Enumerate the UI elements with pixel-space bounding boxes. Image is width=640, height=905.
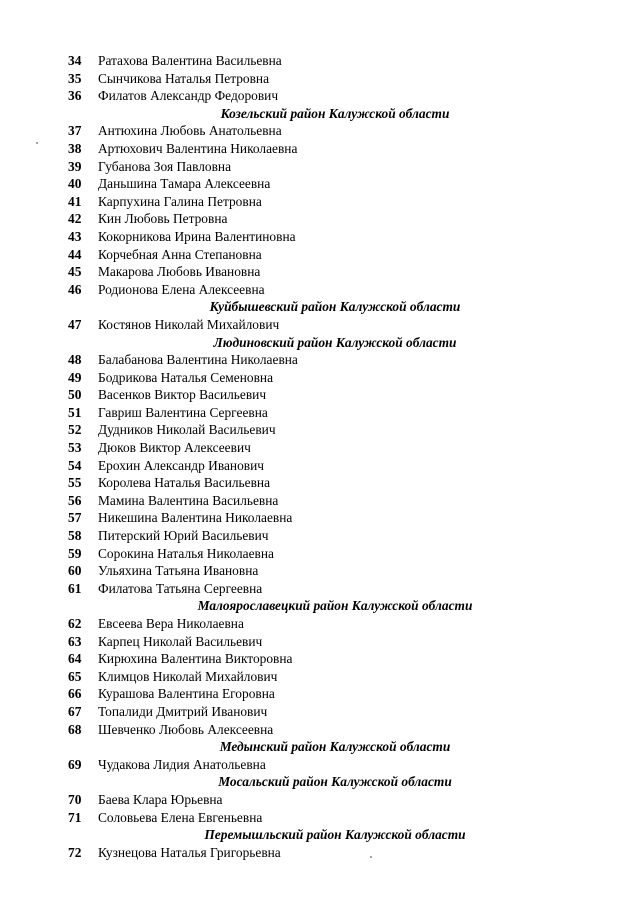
person-name: Кокорникова Ирина Валентиновна: [98, 228, 296, 244]
list-item: [0, 668, 640, 686]
entry-number: 50: [68, 387, 82, 403]
list-item: [0, 791, 640, 809]
person-name: Кин Любовь Петровна: [98, 211, 228, 227]
person-name: Карпец Николай Васильевич: [98, 633, 263, 649]
list-item: [0, 158, 640, 176]
list-item: [0, 52, 640, 70]
person-name: Даньшина Тамара Алексеевна: [98, 176, 271, 192]
list-item: [0, 756, 640, 774]
person-name: Чудакова Лидия Анатольевна: [98, 756, 266, 772]
entry-number: 43: [68, 228, 82, 244]
person-name: Корчебная Анна Степановна: [98, 246, 262, 262]
list-item: [0, 633, 640, 651]
person-name: Топалиди Дмитрий Иванович: [98, 703, 268, 719]
entry-number: 55: [68, 475, 82, 491]
list-item: [0, 492, 640, 510]
entry-number: 56: [68, 492, 82, 508]
list-item: [0, 580, 640, 598]
district-heading: Медынский район Калужской области: [219, 739, 451, 755]
list-item: [0, 474, 640, 492]
list-item: [0, 140, 640, 158]
entry-number: 40: [68, 176, 82, 192]
list-item: [0, 404, 640, 422]
entry-number: 48: [68, 352, 82, 368]
entry-number: 66: [68, 686, 82, 702]
entry-number: 54: [68, 457, 82, 473]
scan-speck: [370, 856, 372, 858]
person-name: Климцов Николай Михайлович: [98, 668, 278, 684]
entry-number: 51: [68, 404, 82, 420]
person-name: Кузнецова Наталья Григорьевна: [98, 844, 281, 860]
list-item: [0, 650, 640, 668]
entry-number: 67: [68, 703, 82, 719]
district-heading: Людиновский район Калужской области: [213, 334, 457, 350]
district-heading: Перемышльский район Калужской области: [204, 827, 466, 843]
list-item: [0, 369, 640, 387]
district-heading: Малоярославецкий район Калужской области: [197, 598, 473, 614]
district-heading: Куйбышевский район Калужской области: [209, 299, 461, 315]
entry-number: 37: [68, 123, 82, 139]
person-name: Родионова Елена Алексеевна: [98, 281, 265, 297]
list-item: [0, 210, 640, 228]
person-name: Карпухина Галина Петровна: [98, 193, 262, 209]
entry-number: 58: [68, 528, 82, 544]
person-name: Никешина Валентина Николаевна: [98, 510, 293, 526]
person-name: Ерохин Александр Иванович: [98, 457, 264, 473]
person-name: Соловьева Елена Евгеньевна: [98, 809, 263, 825]
entry-number: 41: [68, 193, 82, 209]
list-item: [0, 87, 640, 105]
district-heading: Козельский район Калужской области: [220, 105, 450, 121]
list-item: [0, 685, 640, 703]
person-name: Шевченко Любовь Алексеевна: [98, 721, 274, 737]
entry-number: 57: [68, 510, 82, 526]
person-name: Дюков Виктор Алексеевич: [98, 440, 251, 456]
entry-number: 59: [68, 545, 82, 561]
person-name: Артюхович Валентина Николаевна: [98, 140, 298, 156]
entry-number: 39: [68, 158, 82, 174]
person-name: Гавриш Валентина Сергеевна: [98, 404, 268, 420]
list-item: [0, 351, 640, 369]
document-page: [0, 52, 640, 861]
entry-number: 52: [68, 422, 82, 438]
list-item: [0, 527, 640, 545]
list-item: [0, 421, 640, 439]
person-name: Сынчикова Наталья Петровна: [98, 70, 270, 86]
person-name: Евсеева Вера Николаевна: [98, 616, 244, 631]
person-name: Филатов Александр Федорович: [98, 88, 279, 104]
list-item: [0, 281, 640, 299]
list-item: [0, 809, 640, 827]
entry-number: 38: [68, 140, 82, 156]
entry-number: 70: [68, 791, 82, 807]
person-name: Кирюхина Валентина Викторовна: [98, 651, 293, 667]
list-item: [0, 615, 640, 633]
person-name: Баева Клара Юрьевна: [98, 791, 223, 807]
person-name: Балабанова Валентина Николаевна: [98, 352, 298, 368]
person-name: Дудников Николай Васильевич: [98, 422, 276, 438]
scan-speck: [36, 142, 38, 144]
person-name: Курашова Валентина Егоровна: [98, 686, 275, 702]
person-name: Костянов Николай Михайлович: [98, 316, 280, 332]
person-name: Бодрикова Наталья Семеновна: [98, 369, 274, 385]
list-item: [0, 122, 640, 140]
entry-number: 61: [68, 580, 82, 596]
entry-number: 34: [68, 53, 82, 68]
entry-number: 72: [68, 844, 82, 860]
person-name: Филатова Татьяна Сергеевна: [98, 580, 263, 596]
list-item: [0, 386, 640, 404]
person-name: Макарова Любовь Ивановна: [98, 264, 261, 280]
list-item: [0, 545, 640, 563]
list-item: [0, 457, 640, 475]
list-item: [0, 509, 640, 527]
district-heading: Мосальский район Калужской области: [218, 774, 452, 790]
entry-number: 68: [68, 721, 82, 737]
entry-number: 42: [68, 211, 82, 227]
list-item: [0, 263, 640, 281]
person-name: Антюхина Любовь Анатольевна: [98, 123, 282, 139]
entry-number: 60: [68, 563, 82, 579]
list-item: [0, 175, 640, 193]
entry-number: 49: [68, 369, 82, 385]
list-item: [0, 721, 640, 739]
person-name: Губанова Зоя Павловна: [98, 158, 232, 174]
person-name: Сорокина Наталья Николаевна: [98, 545, 274, 561]
person-name: Питерский Юрий Васильевич: [98, 528, 269, 544]
list-item: [0, 246, 640, 264]
list-item: [0, 562, 640, 580]
entry-number: 64: [68, 651, 82, 667]
list-item: [0, 70, 640, 88]
list-item: [0, 228, 640, 246]
person-name: Королева Наталья Васильевна: [98, 475, 271, 491]
list-item: [0, 316, 640, 334]
entry-number: 44: [68, 246, 82, 262]
list-item: [0, 703, 640, 721]
list-item: [0, 844, 640, 862]
person-name: Мамина Валентина Васильевна: [98, 492, 279, 508]
entry-number: 63: [68, 633, 82, 649]
person-name: Ратахова Валентина Васильевна: [98, 53, 282, 68]
list-item: [0, 439, 640, 457]
entry-number: 45: [68, 264, 82, 280]
entry-number: 62: [68, 616, 82, 631]
list-item: [0, 193, 640, 211]
person-name: Ульяхина Татьяна Ивановна: [98, 563, 259, 579]
entry-number: 46: [68, 281, 82, 297]
entry-number: 71: [68, 809, 82, 825]
entry-number: 35: [68, 70, 82, 86]
entry-number: 47: [68, 316, 82, 332]
entry-number: 36: [68, 88, 82, 104]
entry-number: 53: [68, 440, 82, 456]
person-name: Васенков Виктор Васильевич: [98, 387, 267, 403]
entry-number: 65: [68, 668, 82, 684]
entry-number: 69: [68, 756, 82, 772]
